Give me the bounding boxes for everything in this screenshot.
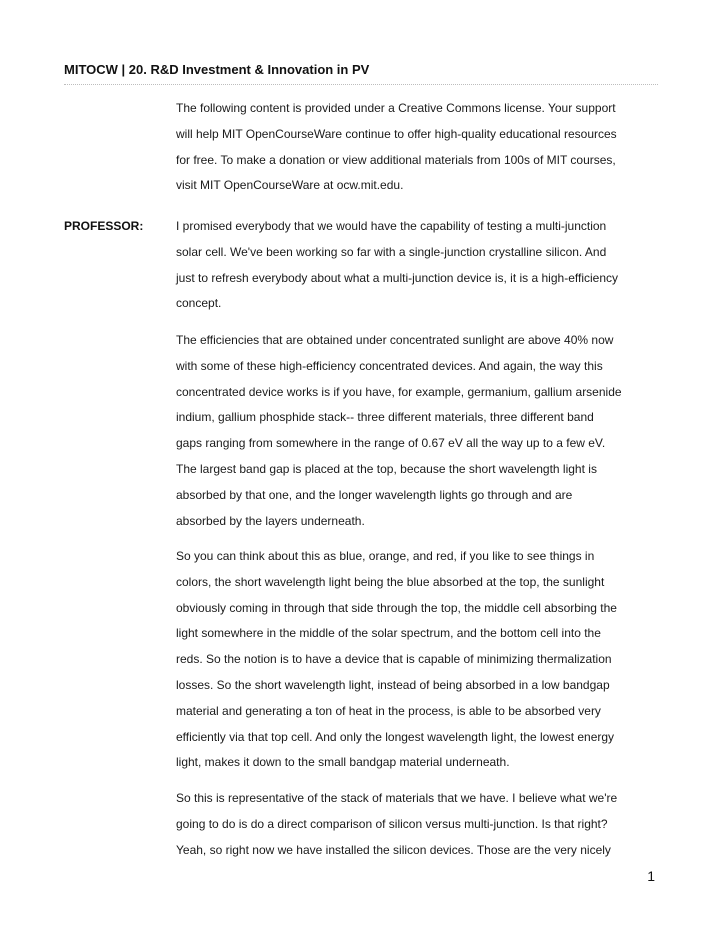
transcript-paragraph-1 [176, 214, 656, 317]
transcript-line: concept. [176, 296, 222, 311]
transcript-line: The largest band gap is placed at the top, because the short wavelength light is [176, 461, 597, 476]
page-number: 1 [647, 868, 655, 884]
transcript-line: obviously coming in through that side through the top, the middle cell absorbing the [176, 600, 617, 615]
intro-line: for free. To make a donation or view additional materials from 100s of MIT courses, [176, 152, 616, 167]
document-title: MITOCW | 20. R&D Investment & Innovation in PV [64, 62, 370, 77]
transcript-line: gaps ranging from somewhere in the range of 0.67 eV all the way up to a few eV. [176, 436, 606, 451]
transcript-line: So this is representative of the stack of materials that we have. I believe what we're [176, 791, 618, 805]
transcript-line: absorbed by that one, and the longer wavelength lights go through and are [176, 487, 573, 502]
transcript-line: with some of these high-efficiency concentrated devices. And again, the way this [176, 358, 603, 373]
transcript-line: just to refresh everybody about what a multi-junction device is, it is a high-efficiency [176, 270, 618, 285]
transcript-line: I promised everybody that we would have the capability of testing a multi-junction [176, 219, 607, 233]
speaker-label: PROFESSOR: [64, 219, 144, 233]
transcript-line: solar cell. We've been working so far with a single-junction crystalline silicon. And [176, 244, 607, 259]
transcript-line: material and generating a ton of heat in the process, is able to be absorbed very [176, 703, 601, 718]
transcript-paragraph-3 [176, 544, 656, 776]
transcript-line: indium, gallium phosphide stack-- three different materials, three different band [176, 410, 594, 425]
transcript-line: efficiently via that top cell. And only the longest wavelength light, the lowest energy [176, 729, 615, 744]
transcript-line: light somewhere in the middle of the solar spectrum, and the bottom cell into the [176, 626, 601, 641]
intro-line: will help MIT OpenCourseWare continue to offer high-quality educational resources [176, 126, 617, 141]
transcript-paragraph-4 [176, 786, 656, 863]
transcript-line: going to do is do a direct comparison of silicon versus multi-junction. Is that right? [176, 816, 608, 831]
transcript-line: The efficiencies that are obtained under concentrated sunlight are above 40% now [176, 333, 614, 347]
transcript-paragraph-2 [176, 328, 656, 534]
transcript-line: losses. So the short wavelength light, instead of being absorbed in a low bandgap [176, 677, 610, 692]
intro-line: visit MIT OpenCourseWare at ocw.mit.edu. [176, 178, 404, 193]
transcript-line: Yeah, so right now we have installed the silicon devices. Those are the very nicely [176, 842, 611, 857]
transcript-line: concentrated device works is if you have, for example, germanium, gallium arsenide [176, 384, 622, 399]
title-divider [64, 84, 658, 85]
transcript-line: light, makes it down to the small bandgap material underneath. [176, 755, 510, 770]
transcript-line: colors, the short wavelength light being the blue absorbed at the top, the sunlight [176, 574, 605, 589]
transcript-line: absorbed by the layers underneath. [176, 513, 365, 528]
transcript-line: reds. So the notion is to have a device that is capable of minimizing thermalization [176, 652, 612, 667]
intro-line: The following content is provided under a Creative Commons license. Your support [176, 101, 616, 115]
transcript-line: So you can think about this as blue, orange, and red, if you like to see things in [176, 549, 595, 563]
intro-paragraph [176, 96, 656, 199]
